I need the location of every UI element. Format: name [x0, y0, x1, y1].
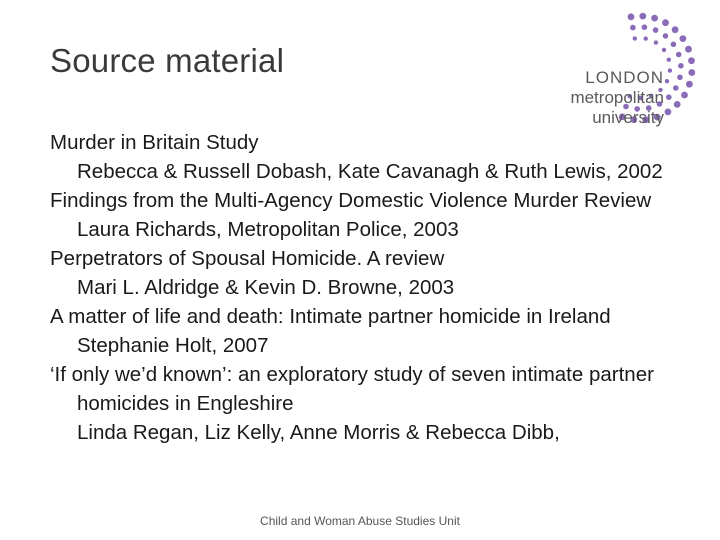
source-authors: Linda Regan, Liz Kelly, Anne Morris & Rebecca Dibb,	[77, 421, 560, 444]
logo-dot	[668, 68, 672, 72]
logo-dot	[667, 58, 671, 62]
slide-title: Source material	[50, 42, 285, 79]
source-entry	[50, 302, 690, 360]
logo-dot	[677, 75, 683, 81]
logo-line-metropolitan: metropolitan	[570, 88, 664, 107]
logo-dot	[653, 27, 659, 33]
source-title: Findings from the Multi-Agency Domestic Violence Murder Review	[50, 189, 652, 212]
source-entry	[50, 360, 690, 447]
source-list	[50, 128, 690, 447]
logo-line-london: LONDON	[585, 68, 664, 87]
logo-wordmark	[570, 68, 664, 128]
logo-dot	[686, 81, 693, 88]
logo-dot	[628, 13, 635, 20]
logo-dot	[681, 92, 688, 99]
source-title: ‘If only we’d known’: an exploratory study of seven intimate partner homicides in Engleshire	[50, 363, 654, 415]
logo-dot	[678, 63, 684, 69]
logo-dot	[685, 46, 692, 53]
logo-dot	[662, 48, 666, 52]
logo-line-university: university	[592, 108, 664, 127]
source-entry	[50, 128, 690, 186]
logo-dot	[665, 109, 672, 116]
source-title: A matter of life and death: Intimate partner homicide in Ireland	[50, 305, 611, 328]
source-authors: Stephanie Holt, 2007	[77, 334, 269, 357]
source-authors: Rebecca & Russell Dobash, Kate Cavanagh & Ruth Lewis, 2002	[77, 160, 663, 183]
logo-dot	[630, 25, 636, 31]
logo-dot	[688, 57, 695, 64]
logo-dot	[633, 36, 637, 40]
logo-dot	[663, 33, 669, 39]
logo-dot	[642, 24, 648, 30]
source-authors: Mari L. Aldridge & Kevin D. Browne, 2003	[77, 276, 455, 299]
source-entry	[50, 244, 690, 302]
source-entry	[50, 186, 690, 244]
logo-dot	[666, 94, 672, 100]
logo-dot	[665, 79, 669, 83]
london-met-logo	[540, 10, 720, 125]
source-authors: Laura Richards, Metropolitan Police, 2003	[77, 218, 459, 241]
logo-dot	[654, 40, 658, 44]
logo-dot	[639, 13, 646, 20]
logo-dot	[651, 15, 658, 22]
logo-dot	[644, 36, 648, 40]
source-title: Murder in Britain Study	[50, 131, 259, 154]
logo-dot	[688, 69, 695, 76]
logo-dot	[672, 26, 679, 33]
logo-dot	[676, 52, 682, 58]
logo-dot	[662, 19, 669, 26]
source-title: Perpetrators of Spousal Homicide. A review	[50, 247, 445, 270]
logo-dot	[673, 85, 679, 91]
logo-dot	[680, 35, 687, 42]
logo-dot	[671, 42, 677, 48]
logo-dot	[674, 101, 681, 108]
footer-text: Child and Woman Abuse Studies Unit	[260, 514, 460, 528]
